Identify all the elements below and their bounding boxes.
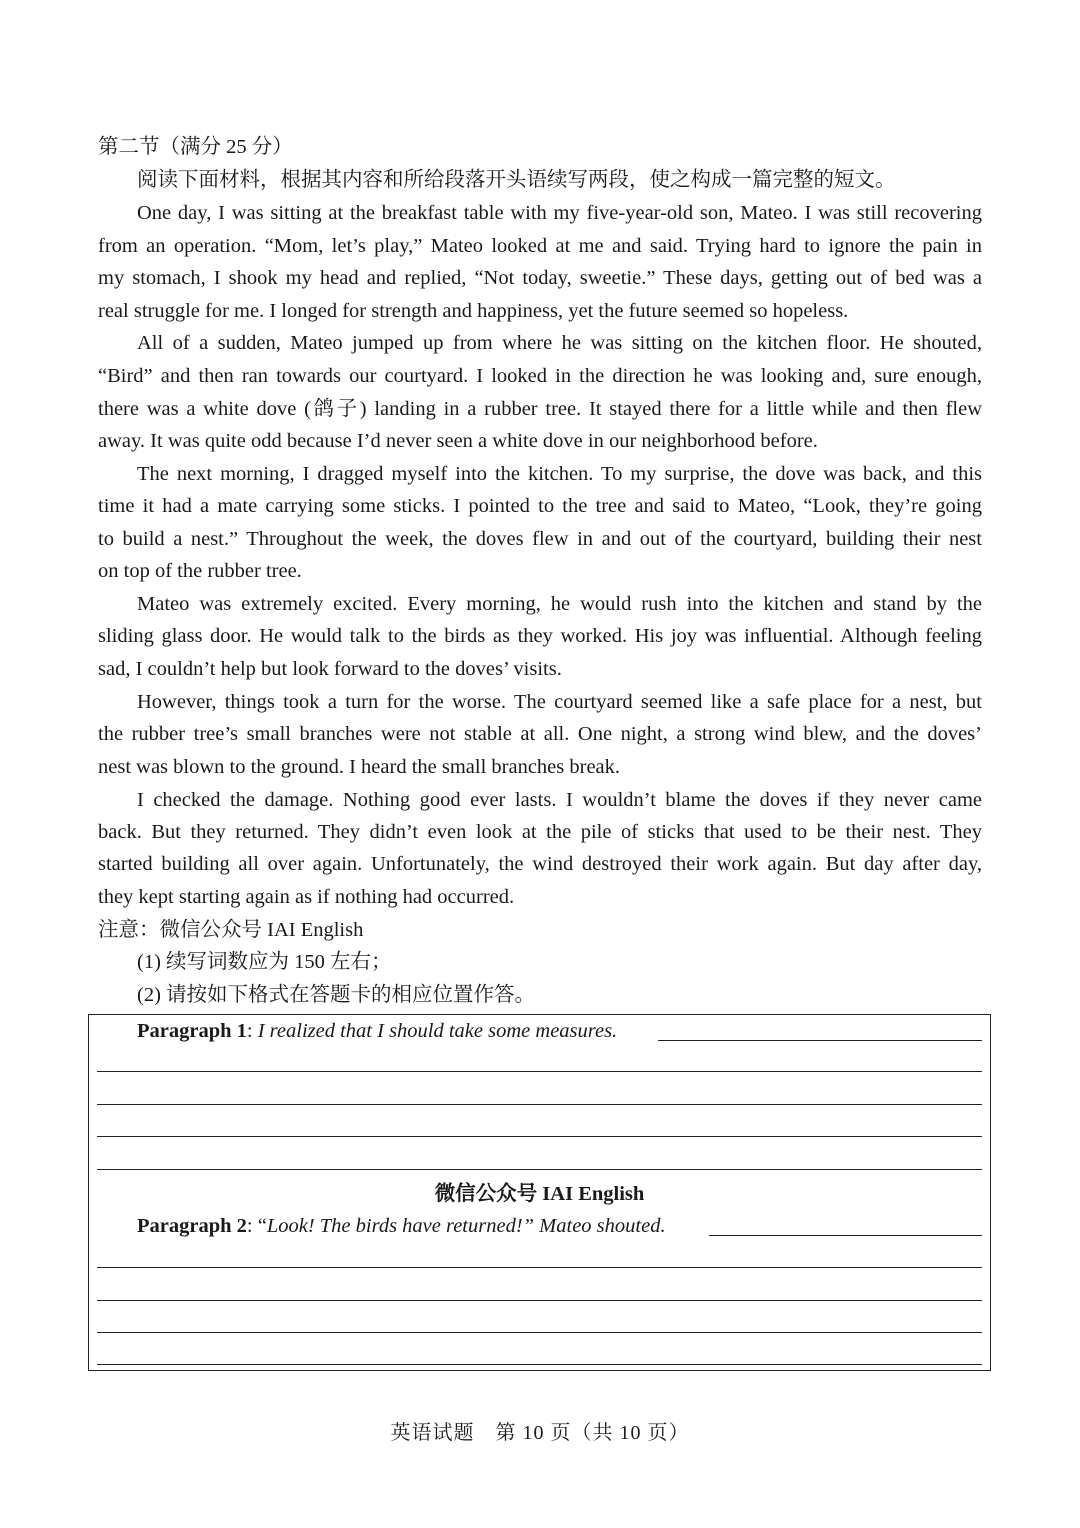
paragraph-1-prompt [137, 1017, 617, 1045]
passage-p2-line-1: All of a sudden, Mateo jumped up from where he was sitting on the kitchen floor. He shouted, [137, 332, 982, 354]
paragraph-1-writing-line[interactable] [97, 1136, 982, 1137]
paragraph-2-label: Paragraph 2 [137, 1215, 247, 1237]
notes-label: 注意：微信公众号 IAI English [98, 919, 364, 941]
passage-p4-line-3: sad, I couldn’t help but look forward to the doves’ visits. [98, 658, 562, 680]
passage-p4-line-1: Mateo was extremely excited. Every morning, he would rush into the kitchen and stand by the [137, 593, 982, 615]
paragraph-1-colon: : [246, 1020, 258, 1042]
section-instruction: 阅读下面材料，根据其内容和所给段落开头语续写两段，使之构成一篇完整的短文。 [137, 169, 896, 191]
passage-p5-line-1: However, things took a turn for the worse. The courtyard seemed like a safe place for a nest, but [137, 691, 982, 713]
passage-p3-line-1: The next morning, I dragged myself into the kitchen. To my surprise, the dove was back, and this [137, 463, 982, 485]
paragraph-2-writing-line[interactable] [97, 1364, 982, 1365]
passage-p5-line-3: nest was blown to the ground. I heard the small branches break. [98, 756, 621, 778]
passage-p2-line-3: there was a white dove (鸽子) landing in a rubber tree. It stayed there for a little while and then flew [98, 398, 982, 420]
notes-item-2: (2) 请按如下格式在答题卡的相应位置作答。 [137, 984, 536, 1006]
paragraph-2-colon: : “ [246, 1215, 267, 1237]
passage-p6-line-4: they kept starting again as if nothing had occurred. [98, 886, 515, 908]
passage-p3-line-3: to build a nest.” Throughout the week, the doves flew in and out of the courtyard, building their nest [98, 528, 982, 550]
passage-p1-line-1: One day, I was sitting at the breakfast table with my five-year-old son, Mateo. I was still recovering [137, 202, 982, 224]
answer-box [88, 1014, 991, 1371]
paragraph-2-prompt [137, 1212, 666, 1240]
passage-p6-line-1: I checked the damage. Nothing good ever lasts. I wouldn’t blame the doves if they never came [137, 789, 982, 811]
notes-item-1: (1) 续写词数应为 150 左右； [137, 951, 392, 973]
passage-p2-line-4: away. It was quite odd because I’d never seen a white dove in our neighborhood before. [98, 430, 818, 452]
paragraph-2-opening: Look! The birds have returned!” Mateo shouted. [266, 1215, 666, 1237]
passage-p3-line-2: time it had a mate carrying some sticks. I pointed to the tree and said to Mateo, “Look, they’re going [98, 495, 982, 517]
passage-p1-line-2: from an operation. “Mom, let’s play,” Mateo looked at me and said. Trying hard to ignore the pain in [98, 235, 982, 257]
paragraph-2-writing-line[interactable] [97, 1267, 982, 1268]
passage-p6-line-3: started building all over again. Unfortunately, the wind destroyed their work again. But day after day, [98, 853, 982, 875]
section-heading: 第二节（满分 25 分） [98, 136, 293, 158]
paragraph-2-writing-line[interactable] [97, 1300, 982, 1301]
passage-p4-line-2: sliding glass door. He would talk to the birds as they worked. His joy was influential. Although feeling [98, 625, 982, 647]
paragraph-2-writing-line[interactable] [97, 1332, 982, 1333]
paragraph-1-opening: I realized that I should take some measures. [257, 1020, 618, 1042]
passage-p2-line-2: “Bird” and then ran towards our courtyard. I looked in the direction he was looking and, sure enough, [98, 365, 982, 387]
passage-p3-line-4: on top of the rubber tree. [98, 560, 302, 582]
paragraph-1-first-writing-line[interactable] [658, 1040, 982, 1041]
paragraph-2-first-writing-line[interactable] [709, 1235, 982, 1236]
wechat-watermark: 微信公众号 IAI English [434, 1183, 645, 1205]
paragraph-1-label: Paragraph 1 [137, 1020, 247, 1042]
paragraph-1-writing-line[interactable] [97, 1169, 982, 1170]
passage-p1-line-4: real struggle for me. I longed for strength and happiness, yet the future seemed so hopeless. [98, 300, 849, 322]
passage-p1-line-3: my stomach, I shook my head and replied, “Not today, sweetie.” These days, getting out of bed was a [98, 267, 982, 289]
passage-p5-line-2: the rubber tree’s small branches were not stable at all. One night, a strong wind blew, and the doves’ [98, 723, 982, 745]
passage-p6-line-2: back. But they returned. They didn’t even look at the pile of sticks that used to be their nest. They [98, 821, 982, 843]
paragraph-1-writing-line[interactable] [97, 1104, 982, 1105]
paragraph-1-writing-line[interactable] [97, 1071, 982, 1072]
page-footer: 英语试题 第 10 页（共 10 页） [390, 1422, 690, 1444]
